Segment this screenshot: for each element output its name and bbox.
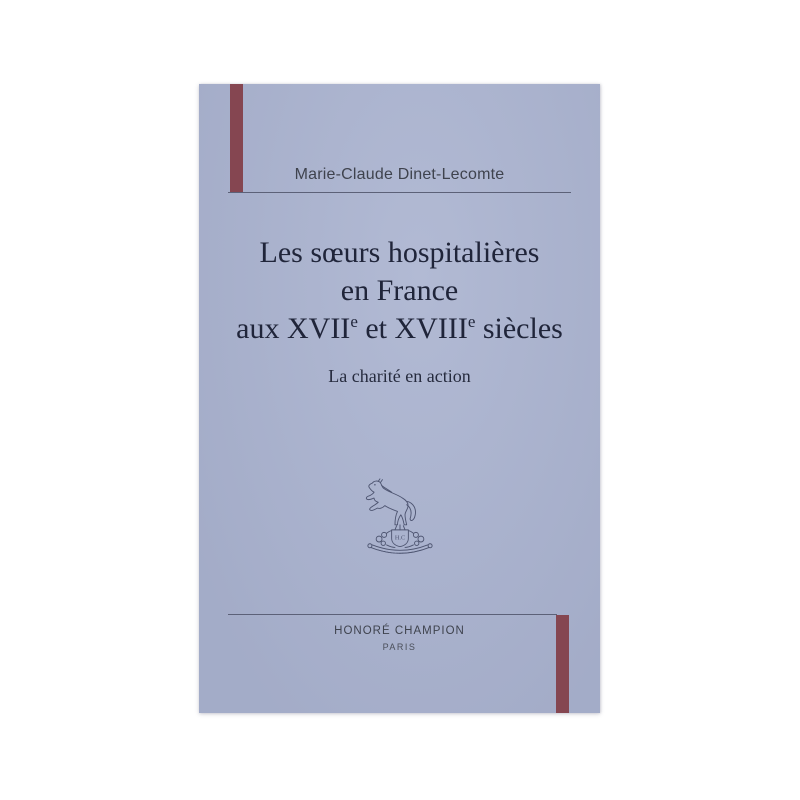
book-title bbox=[199, 234, 600, 348]
rearing-horse-emblem-icon bbox=[358, 478, 442, 570]
author-rule bbox=[228, 192, 571, 193]
horse-icon bbox=[366, 479, 415, 525]
publisher-rule bbox=[228, 614, 557, 615]
title-line-2: en France bbox=[340, 274, 459, 307]
title-line3-prefix: aux XVII bbox=[236, 312, 351, 345]
book-subtitle: La charité en action bbox=[328, 366, 471, 386]
title-line3-suffix: siècles bbox=[475, 312, 563, 345]
crest-shield bbox=[391, 525, 408, 547]
publisher-city: PARIS bbox=[382, 642, 417, 652]
publisher-emblem bbox=[199, 478, 600, 570]
author-name: Marie-Claude Dinet-Lecomte bbox=[294, 166, 505, 183]
crest-initials: H.C bbox=[394, 534, 405, 542]
title-line3-middle: et XVIII bbox=[357, 312, 468, 345]
title-line3-sup2: e bbox=[467, 312, 476, 331]
title-line-1: Les sœurs hospitalières bbox=[259, 236, 540, 269]
publisher-name: HONORÉ CHAMPION bbox=[334, 625, 465, 637]
title-line-3 bbox=[199, 310, 600, 348]
book-cover bbox=[199, 84, 600, 713]
title-line3-sup1: e bbox=[350, 312, 358, 331]
crest-banner bbox=[367, 544, 431, 554]
